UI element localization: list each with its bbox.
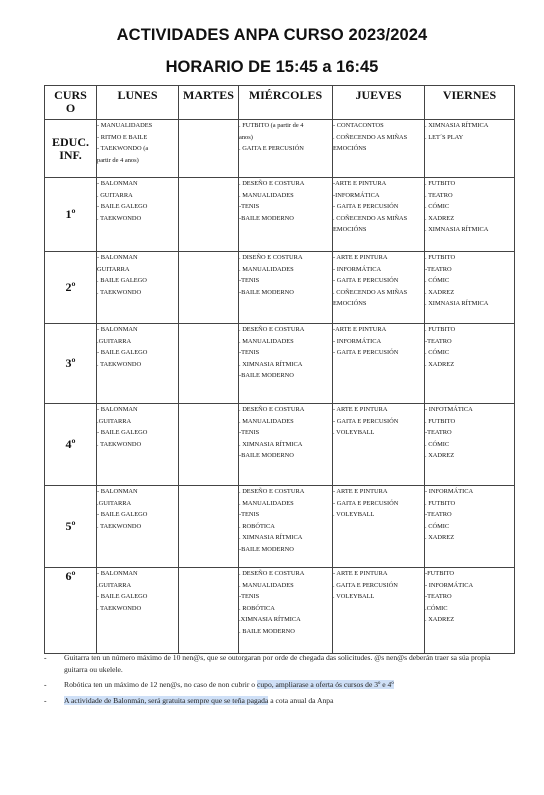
activity-item: - BALONMAN — [97, 254, 138, 261]
activity-item: . VOLEYBALL — [333, 593, 375, 601]
notes-list — [44, 652, 514, 710]
activity-item: . CÓMIC — [425, 277, 450, 285]
cell-jueves — [333, 252, 425, 324]
activity-item: .CÓMIC — [425, 604, 448, 612]
cell-jueves — [333, 120, 425, 178]
note-text: Robótica ten un máximo de 12 nen@s, no caso de non cubrir o — [64, 680, 257, 689]
activity-item: -TENIS — [239, 277, 260, 285]
activity-item: -INFORMÁTICA — [333, 191, 380, 199]
activity-item: . FUTBITO — [425, 326, 456, 333]
cell-miercoles — [239, 178, 333, 252]
page-title: ACTIVIDADES ANPA CURSO 2023/2024 — [116, 26, 428, 44]
cell-martes — [179, 568, 239, 654]
cell-miercoles — [239, 120, 333, 178]
activity-item: . DISEÑO E COSTURA — [239, 254, 303, 261]
activity-item: . GAITA E PERCUSIÓN — [239, 145, 304, 153]
activity-item: . DESEÑO E COSTURA — [239, 570, 305, 577]
activity-item: - BALONMAN — [97, 180, 138, 187]
note-bullet: - — [44, 680, 47, 689]
activity-item: .GUITARRA — [97, 581, 132, 589]
activity-item: EMOCIÓNS — [333, 226, 367, 234]
activity-item: -BAILE MODERNO — [239, 288, 294, 296]
course-label: EDUC. INF. — [45, 120, 97, 178]
cell-miercoles — [239, 252, 333, 324]
activity-item: EMOCIÓNS — [333, 145, 367, 153]
activity-item: - GAITA E PERCUSIÓN — [333, 277, 399, 285]
activity-item: - ARTE E PINTURA — [333, 254, 388, 261]
activity-item: . CÓMIC — [425, 203, 450, 211]
activity-item: . XADREZ — [425, 452, 455, 460]
activity-item: -TENIS — [239, 349, 260, 357]
activity-item: - BALONMAN — [97, 326, 138, 333]
activity-item: - BAILE GALEGO — [97, 349, 148, 357]
activity-item: . FUTBITO — [425, 417, 456, 425]
activity-item: - GAITA E PERCUSIÓN — [333, 417, 399, 425]
activity-item: . CÓMIC — [425, 522, 450, 530]
activity-item: . XIMNASIA RÍTMICA — [239, 440, 303, 448]
activity-item: . DESEÑO E COSTURA — [239, 180, 305, 187]
note-item — [44, 695, 514, 707]
activity-item: anos) — [239, 133, 253, 141]
cell-miercoles — [239, 404, 333, 486]
activity-item: - BALONMAN — [97, 406, 138, 413]
activity-item: - ARTE E PINTURA — [333, 570, 388, 577]
activity-item: . CÓMIC — [425, 440, 450, 448]
activity-item: - TAEKWONDO (a — [97, 145, 149, 153]
course-label: 6º — [45, 568, 97, 654]
activity-item: . XADREZ — [425, 214, 455, 222]
cell-miercoles — [239, 568, 333, 654]
activity-item: . DESEÑO E COSTURA — [239, 326, 305, 333]
cell-martes — [179, 252, 239, 324]
activity-item: - GAITA E PERCUSIÓN — [333, 499, 399, 507]
activity-item: . TAEKWONDO — [97, 604, 142, 612]
course-label: 5º — [45, 486, 97, 568]
activity-item: - GAITA E PERCUSIÓN — [333, 349, 399, 357]
activity-item: -TEATRO — [425, 265, 452, 273]
activity-item: - BAILE GALEGO — [97, 511, 148, 519]
cell-viernes — [425, 120, 515, 178]
table-row — [45, 568, 515, 654]
activity-item: - GAITA E PERCUSIÓN — [333, 203, 399, 211]
table-row — [45, 120, 515, 178]
activity-item: . VOLEYBALL — [333, 429, 375, 437]
cell-viernes — [425, 486, 515, 568]
cell-jueves — [333, 324, 425, 404]
activity-item: . CÓMIC — [425, 349, 450, 357]
schedule-body — [45, 120, 515, 654]
cell-martes — [179, 404, 239, 486]
activity-item: . MANUALIDADES — [239, 499, 294, 507]
activity-item: - INFORMÁTICA — [333, 337, 382, 345]
activity-item: EMOCIÓNS — [333, 300, 367, 308]
cell-lunes — [97, 120, 179, 178]
activity-item: -TENIS — [239, 203, 260, 211]
activity-item: . COÑECENDO AS MIÑAS — [333, 288, 408, 296]
schedule-table — [44, 85, 515, 654]
cell-martes — [179, 120, 239, 178]
highlighted-text: cupo, ampliarase a oferta ós cursos de 3º e 4º — [257, 680, 394, 689]
cell-lunes — [97, 324, 179, 404]
activity-item: . TAEKWONDO — [97, 360, 142, 368]
activity-item: -TENIS — [239, 429, 260, 437]
activity-item: - BALONMAN — [97, 570, 138, 577]
note-bullet: - — [44, 695, 47, 705]
activity-item: . DESEÑO E COSTURA — [239, 488, 305, 495]
cell-lunes — [97, 404, 179, 486]
activity-item: -TENIS — [239, 593, 260, 601]
activity-item: . XIMNASIA RÍTMICA — [425, 122, 489, 129]
cell-viernes — [425, 404, 515, 486]
activity-item: . ROBÓTICA — [239, 604, 275, 612]
cell-lunes — [97, 252, 179, 324]
cell-jueves — [333, 178, 425, 252]
course-label: 2º — [45, 252, 97, 324]
cell-miercoles — [239, 324, 333, 404]
note-item — [44, 652, 514, 675]
activity-item: . TAEKWONDO — [97, 522, 142, 530]
cell-martes — [179, 178, 239, 252]
activity-item: . XIMNASIA RÍTMICA — [239, 360, 303, 368]
activity-item: . MANUALIDADES — [239, 417, 294, 425]
cell-martes — [179, 486, 239, 568]
activity-item: . TEATRO — [425, 191, 453, 199]
activity-item: - BALONMAN — [97, 488, 138, 495]
cell-martes — [179, 324, 239, 404]
activity-item: - INFORMÁTICA — [425, 581, 474, 589]
activity-item: - INFORMÁTICA — [333, 265, 382, 273]
activity-item: - BAILE GALEGO — [97, 203, 148, 211]
activity-item: . ROBÓTICA — [239, 522, 275, 530]
activity-item: - INFOTMÁTICA — [425, 406, 473, 413]
cell-jueves — [333, 486, 425, 568]
activity-item: -BAILE MODERNO — [239, 545, 294, 553]
activity-item: .GUITARRA — [97, 417, 132, 425]
note-bullet: - — [44, 653, 47, 662]
activity-item: - ARTE E PINTURA — [333, 406, 388, 413]
cell-lunes — [97, 568, 179, 654]
table-row — [45, 486, 515, 568]
activity-item: - BAILE GALEGO — [97, 429, 148, 437]
activity-item: . TAEKWONDO — [97, 214, 142, 222]
activity-item: -TENIS — [239, 511, 260, 519]
activity-item: -BAILE MODERNO — [239, 214, 294, 222]
activity-item: -TEATRO — [425, 429, 452, 437]
column-header-viernes: VIERNES — [425, 86, 515, 120]
activity-item: -FUTBITO — [425, 570, 454, 577]
cell-viernes — [425, 324, 515, 404]
activity-item: . COÑECENDO AS MIÑAS — [333, 214, 408, 222]
activity-item: .GUITARRA — [97, 337, 132, 345]
activity-item: - CONTACONTOS — [333, 122, 384, 129]
note-text: Guitarra ten un número máximo de 10 nen@s, que se outorgaran por orde de chegada das solicitudes. @s nen@s deberán traer sa súa propia guitarra ou ukelele. — [64, 653, 491, 674]
activity-item: . XADREZ — [425, 616, 455, 624]
page-subtitle: HORARIO DE 15:45 a 16:45 — [165, 58, 379, 76]
activity-item: . MANUALIDADES — [239, 191, 294, 199]
activity-item: . GAITA E PERCUSIÓN — [333, 581, 398, 589]
table-row — [45, 252, 515, 324]
column-header-jueves: JUEVES — [333, 86, 425, 120]
activity-item: - INFORMÁTICA — [425, 488, 474, 495]
activity-item: partir de 4 anos) — [97, 156, 139, 164]
cell-jueves — [333, 568, 425, 654]
cell-viernes — [425, 568, 515, 654]
activity-item: -BAILE MODERNO — [239, 372, 294, 380]
activity-item: . XIMNASIA RÍTMICA — [425, 300, 489, 308]
table-row — [45, 178, 515, 252]
column-header-martes: MARTES — [179, 86, 239, 120]
activity-item: . COÑECENDO AS MIÑAS — [333, 133, 408, 141]
cell-lunes — [97, 486, 179, 568]
course-label: 4º — [45, 404, 97, 486]
course-label: 3º — [45, 324, 97, 404]
activity-item: . MANUALIDADES — [239, 337, 294, 345]
cell-lunes — [97, 178, 179, 252]
activity-item: . VOLEYBALL — [333, 511, 375, 519]
activity-item: . FUTBITO — [425, 180, 456, 187]
activity-item: .GUITARRA — [97, 499, 132, 507]
table-header-row — [45, 86, 515, 120]
course-label: 1º — [45, 178, 97, 252]
activity-item: -ARTE E PINTURA — [333, 326, 387, 333]
activity-item: . LET´S PLAY — [425, 133, 464, 141]
cell-jueves — [333, 404, 425, 486]
activity-item: . XADREZ — [425, 288, 455, 296]
activity-item: . XADREZ — [425, 360, 455, 368]
activity-item: . TAEKWONDO — [97, 288, 142, 296]
column-header-miercoles: MIÉRCOLES — [239, 86, 333, 120]
activity-item: .XIMNASIA RÍTMICA — [239, 616, 301, 624]
activity-item: . XIMNASIA RÍTMICA — [425, 226, 489, 234]
activity-item: . FUTBITO — [425, 254, 456, 261]
note-item — [44, 679, 514, 691]
cell-viernes — [425, 178, 515, 252]
activity-item: - ARTE E PINTURA — [333, 488, 388, 495]
activity-item: . XIMNASIA RÍTMICA — [239, 534, 303, 542]
activity-item: . DESEÑO E COSTURA — [239, 406, 305, 413]
activity-item: - BAILE GALEGO — [97, 593, 148, 601]
activity-item: . GUITARRA — [97, 191, 133, 199]
activity-item: . TAEKWONDO — [97, 440, 142, 448]
activity-item: . FUTBITO — [425, 499, 456, 507]
activity-item: - RITMO E BAILE — [97, 133, 148, 141]
activity-item: -BAILE MODERNO — [239, 452, 294, 460]
activity-item: . BAILE MODERNO — [239, 627, 295, 635]
column-header-lunes: LUNES — [97, 86, 179, 120]
column-header-curso: CURS O — [45, 86, 97, 120]
highlighted-text: A actividade de Balonmán, será gratuita sempre que se teña pagada — [64, 695, 269, 705]
activity-item: . XADREZ — [425, 534, 455, 542]
activity-item: . MANUALIDADES — [239, 265, 294, 273]
cell-miercoles — [239, 486, 333, 568]
note-text: a cota anual da Anpa — [268, 695, 334, 705]
activity-item: -ARTE E PINTURA — [333, 180, 387, 187]
table-row — [45, 324, 515, 404]
activity-item: -TEATRO — [425, 337, 452, 345]
activity-item: . MANUALIDADES — [239, 581, 294, 589]
activity-item: -TEATRO — [425, 593, 452, 601]
activity-item: GUITARRA — [97, 265, 130, 273]
cell-viernes — [425, 252, 515, 324]
table-row — [45, 404, 515, 486]
activity-item: . FUTBITO (a partir de 4 — [239, 122, 304, 129]
activity-item: . BAILE GALEGO — [97, 277, 147, 285]
activity-item: - MANUALIDADES — [97, 122, 153, 129]
activity-item: -TEATRO — [425, 511, 452, 519]
